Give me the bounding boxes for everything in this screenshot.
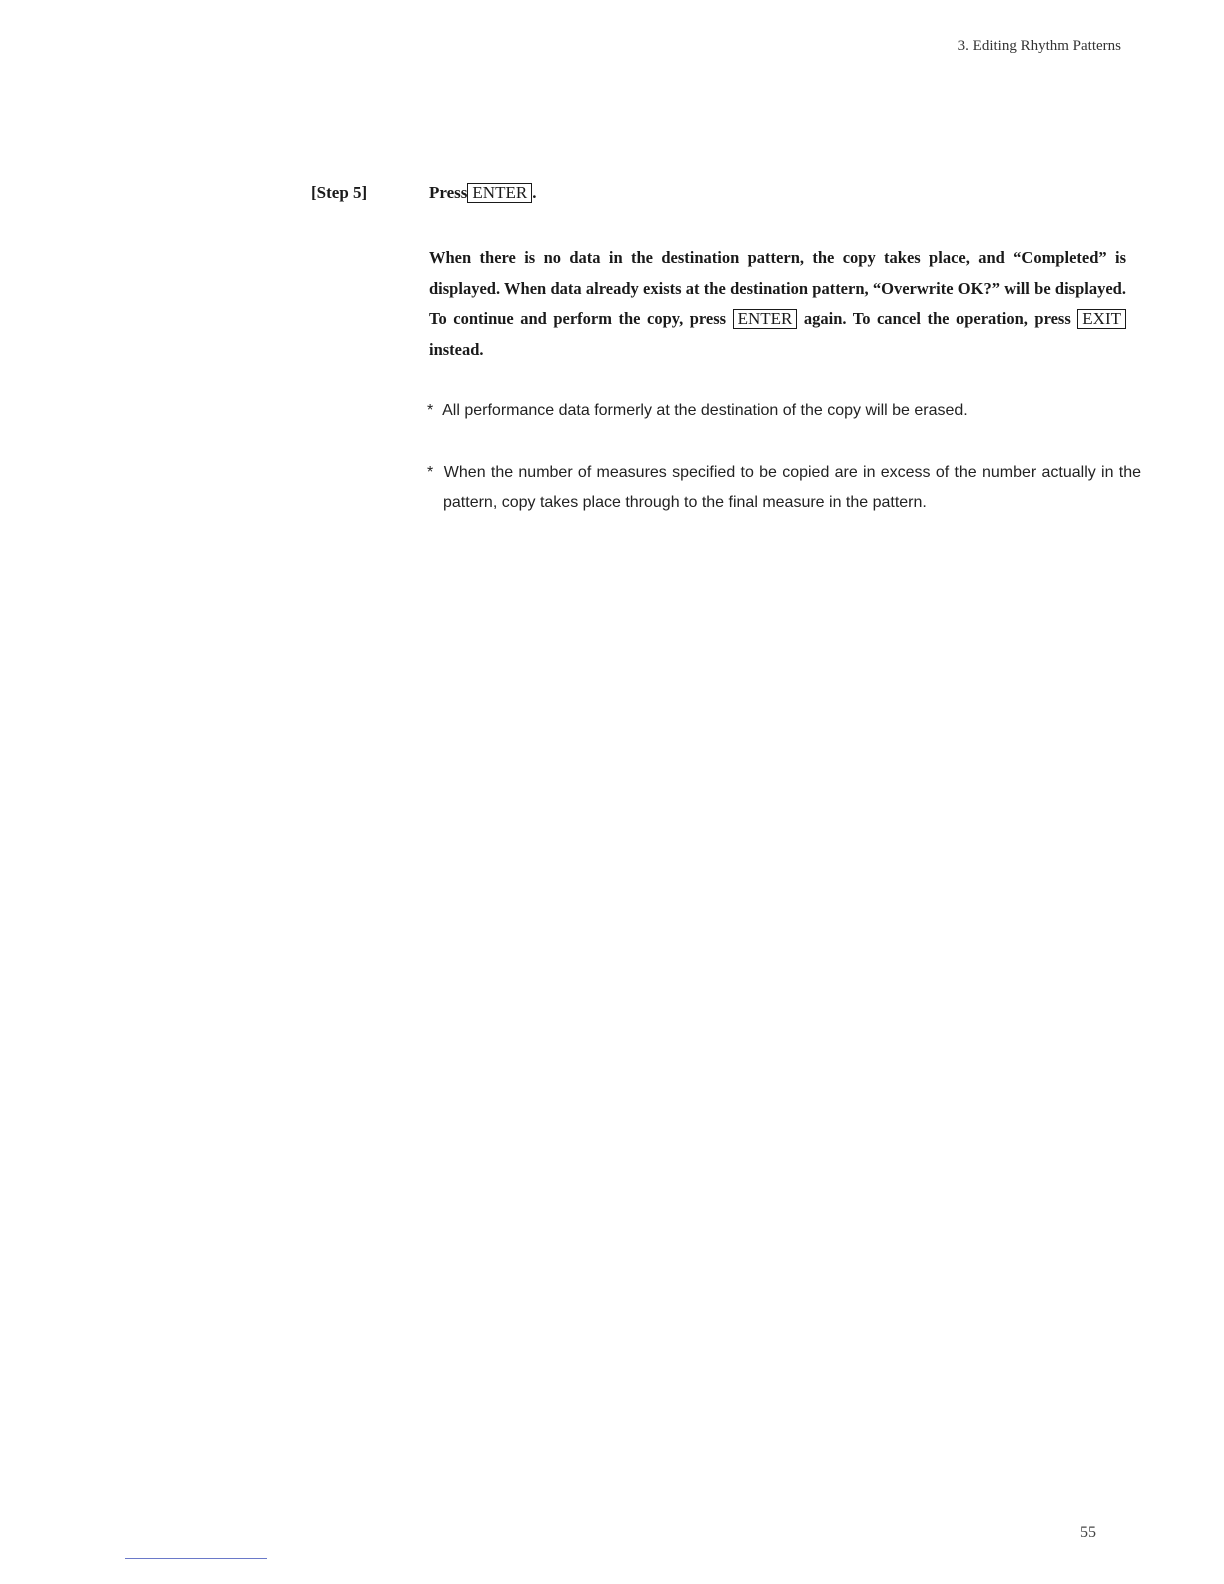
body-text-3: instead. bbox=[429, 339, 484, 359]
note-marker: * bbox=[427, 402, 434, 419]
body-text-2: again. To cancel the operation, press bbox=[797, 309, 1078, 328]
exit-key-label: EXIT bbox=[1077, 309, 1126, 329]
step-instruction bbox=[429, 183, 536, 203]
note-item bbox=[427, 458, 1141, 518]
footer-rule bbox=[125, 1558, 267, 1559]
step-label: [Step 5] bbox=[311, 183, 368, 202]
instruction-suffix: . bbox=[532, 183, 537, 202]
running-header: 3. Editing Rhythm Patterns bbox=[957, 38, 1121, 54]
body-text-1: When there is no data in the destination pattern, the copy takes place, and “Completed” is displayed. When data already exists at the destination pattern, “Overwrite OK?” will be displayed. To continue and perform the copy, press bbox=[429, 248, 1126, 328]
note-text: When the number of measures specified to be copied are in excess of the number actually in the pattern, copy takes place through to the final measure in the pattern. bbox=[443, 464, 1142, 511]
instruction-prefix: Press bbox=[429, 183, 468, 202]
enter-key-label: ENTER bbox=[733, 309, 798, 329]
note-marker: * bbox=[427, 464, 434, 481]
page-number: 55 bbox=[1080, 1524, 1096, 1541]
note-item bbox=[427, 396, 1141, 426]
note-text: All performance data formerly at the destination of the copy will be erased. bbox=[442, 402, 968, 419]
enter-key-label: ENTER bbox=[467, 183, 532, 203]
body-paragraph bbox=[429, 243, 1126, 365]
